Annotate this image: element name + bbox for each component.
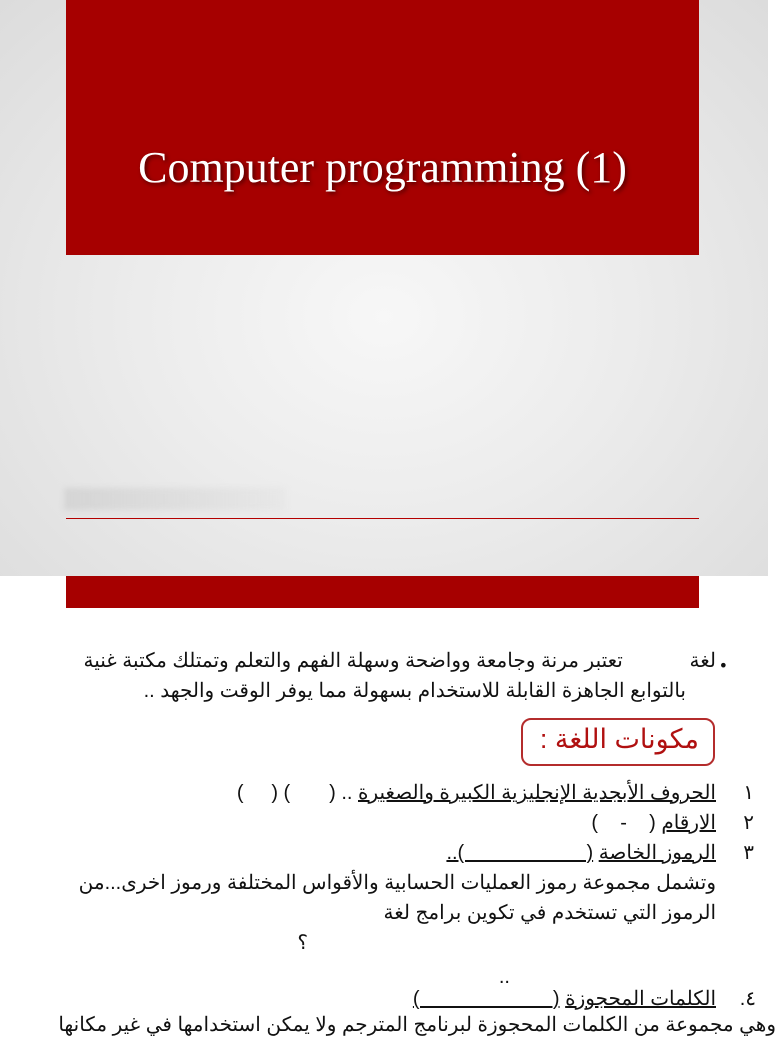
item-rest: ( ) <box>412 988 560 1010</box>
intro-line-1: لغة تعتبر مرنة وجامعة وواضحة وسهلة الفهم والتعلم وتمتلك مكتبة غنية <box>83 650 716 672</box>
continuation-dots: .. <box>498 966 510 988</box>
content-slide <box>0 576 776 1036</box>
cut-off-line: وهي مجموعة من الكلمات المحجوزة لبرنامج المترجم ولا يمكن استخدامها في غير مكانها <box>58 1014 776 1036</box>
components-heading-box <box>521 718 715 766</box>
faint-subtitle-placeholder <box>64 488 286 510</box>
item-rest: ( - ) <box>591 812 656 834</box>
bullet-marker: • <box>718 656 728 675</box>
list-item-2 <box>16 808 754 838</box>
item-rest: ( ).. <box>446 842 594 864</box>
item-number: ٢ <box>743 812 754 834</box>
slide-title: Computer programming (1) <box>138 143 627 192</box>
list-item-1 <box>16 778 754 808</box>
list-item-3 <box>16 838 754 868</box>
item-label: الرموز الخاصة <box>598 842 716 864</box>
symbols-description-line-2: الرموز التي تستخدم في تكوين برامج لغة <box>383 902 716 924</box>
item-rest: .. ( ) ( ) <box>236 782 353 804</box>
item-label: الارقام <box>661 812 716 834</box>
question-mark: ؟ <box>297 932 308 954</box>
item-number: ٤. <box>739 988 756 1010</box>
item-label: الحروف الأبجدية الإنجليزية الكبيرة والصغيرة <box>358 782 716 804</box>
item-number: ٣ <box>743 842 754 864</box>
item-number: ١ <box>743 782 754 804</box>
title-banner <box>66 0 699 255</box>
intro-line-2: بالتوابع الجاهزة القابلة للاستخدام بسهولة مما يوفر الوقت والجهد .. <box>143 680 686 702</box>
title-divider-line <box>66 518 699 519</box>
symbols-description-line-1: وتشمل مجموعة رموز العمليات الحسابية والأقواس المختلفة ورموز اخرى...من <box>78 872 716 894</box>
item-label: الكلمات المحجوزة <box>565 988 716 1010</box>
components-heading: مكونات اللغة : <box>539 724 699 754</box>
intro-paragraph <box>36 646 716 706</box>
header-band <box>66 576 699 608</box>
